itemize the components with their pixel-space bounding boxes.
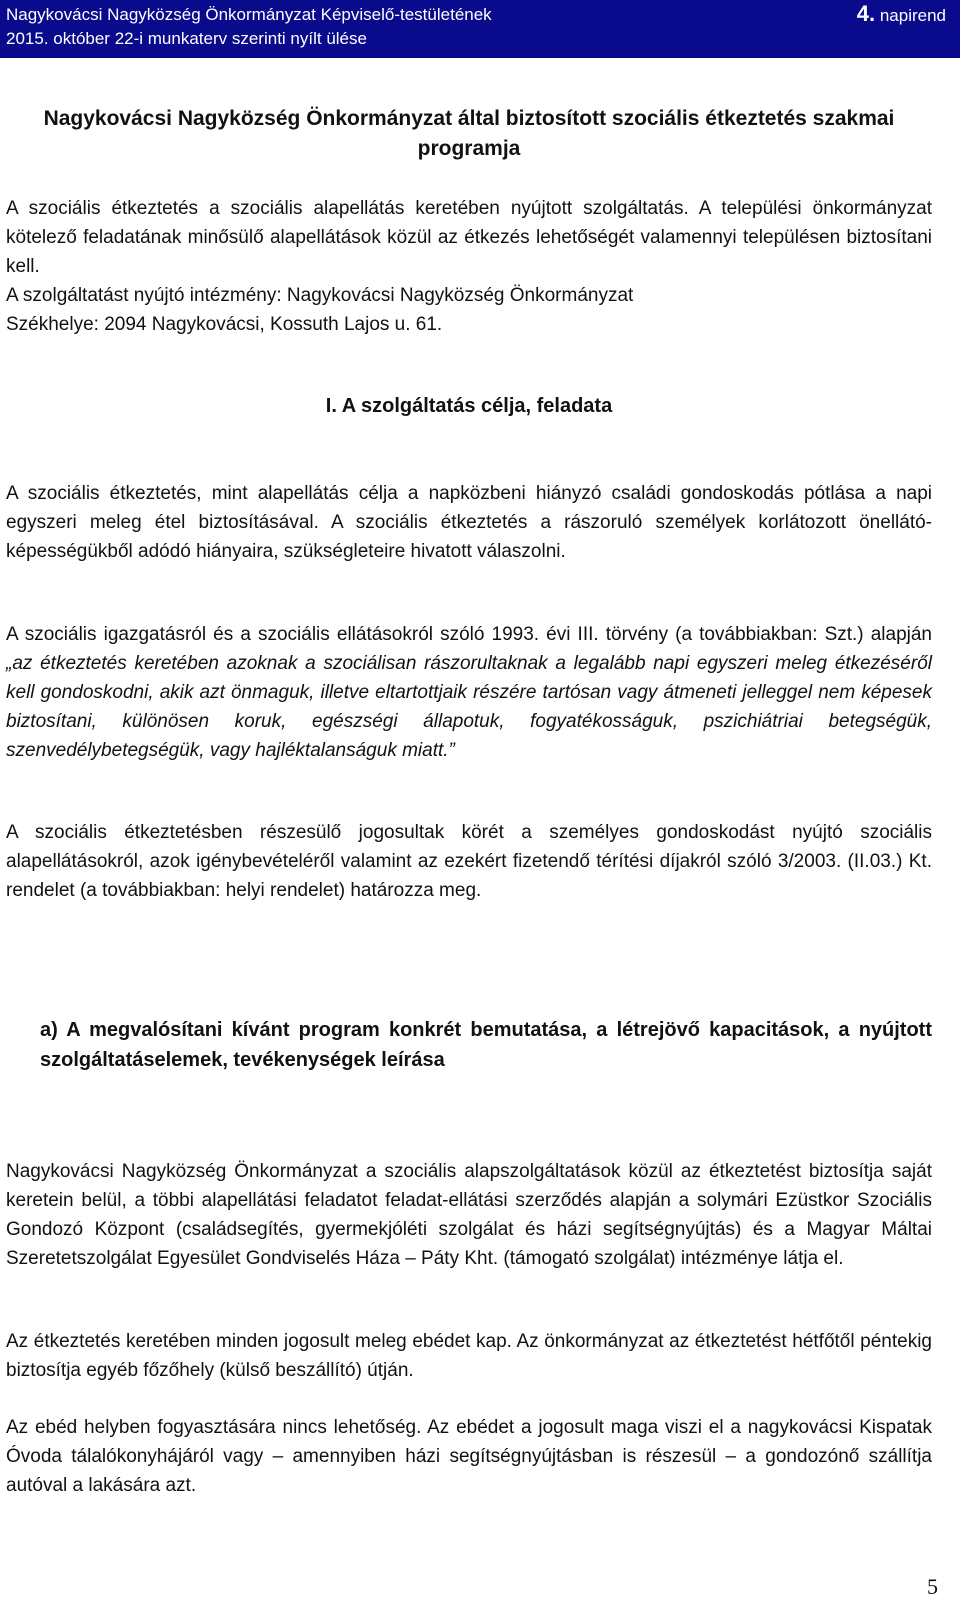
legal-quote: „az étkeztetés keretében azoknak a szociálisan rászorultaknak a legalább napi egyszeri meleg étkezéséről kell gondoskodni, akik azt önmaguk, illetve eltartottjaik részére tartósan vagy átmeneti jelleggel nem képesek biztosítani, különösen koruk, egészségi állapotuk, fogyatékosságuk, pszichiátriai betegségük, szenvedélybetegségük, vagy hajléktalanságuk miatt.” <box>6 653 932 761</box>
agenda-item-label <box>856 1 946 26</box>
agenda-item-word: napirend <box>879 6 946 25</box>
agenda-item-number: 4. <box>856 1 876 26</box>
meals-paragraph: Az étkeztetés keretében minden jogosult meleg ebédet kap. Az önkormányzat az étkeztetést hétfőtől péntekig biztosítja egyéb főzőhely (külső beszállító) útján. <box>6 1331 932 1381</box>
legal-basis-intro: A szociális igazgatásról és a szociális ellátásokról szóló 1993. évi III. törvény (a továbbiakban: Szt.) alapján <box>6 624 932 645</box>
eligibility-paragraph: A szociális étkeztetésben részesülő jogosultak körét a személyes gondoskodást nyújtó szociális alapellátásokról, azok igénybevételéről valamint az ezekért fizetendő térítési díjakról szóló 3/2003. (II.03.) Kt. rendelet (a továbbiakban: helyi rendelet) határozza meg. <box>6 822 932 901</box>
goal-paragraph: A szociális étkeztetés, mint alapellátás célja a napközbeni hiányzó családi gondoskodás pótlása a napi egyszeri meleg étel biztosításával. A szociális étkeztetés a rászoruló személyek korlátozott önellátó-képességükből adódó hiányaira, szükségleteire hivatott válaszolni. <box>6 483 932 562</box>
section-heading-goal: I. A szolgáltatás célja, feladata <box>325 395 613 417</box>
delivery-paragraph: Az ebéd helyben fogyasztására nincs lehetőség. Az ebédet a jogosult maga viszi el a nagykovácsi Kispatak Óvoda tálalókonyhájáról vagy – amennyiben házi segítségnyújtásban is részesül – a gondozónő szállítja autóval a lakására azt. <box>6 1417 932 1496</box>
program-paragraph: Nagykovácsi Nagyközség Önkormányzat a szociális alapszolgáltatások közül az étkeztetést biztosítja saját keretein belül, a többi alapellátási feladatot feladat-ellátási szerződés alapján a solymári Ezüstkor Szociális Gondozó Központ (családsegítés, gyermekjóléti szolgálat és házi segítségnyújtás) és a Magyar Máltai Szeretetszolgálat Egyesület Gondviselés Háza – Páty Kht. (támogató szolgálat) intézménye látja el. <box>6 1161 932 1269</box>
provider-line: A szolgáltatást nyújtó intézmény: Nagykovácsi Nagyközség Önkormányzat <box>6 285 634 306</box>
intro-paragraph: A szociális étkeztetés a szociális alapellátás keretében nyújtott szolgáltatás. A települési önkormányzat kötelező feladatának minősülő alapellátások közül az étkezés lehetőségét valamennyi településen biztosítani kell. <box>6 198 932 277</box>
page-header <box>0 0 960 58</box>
subsection-heading-program: a) A megvalósítani kívánt program konkrét bemutatása, a létrejövő kapacitások, a nyújtott szolgáltatáselemek, tevékenységek leírása <box>40 1019 932 1071</box>
document-title: Nagykovácsi Nagyközség Önkormányzat által biztosított szociális étkeztetés szakmai programja <box>43 107 895 160</box>
page-number: 5 <box>927 1574 938 1599</box>
seat-line: Székhelye: 2094 Nagykovácsi, Kossuth Lajos u. 61. <box>6 314 443 335</box>
header-session-date: 2015. október 22-i munkaterv szerinti nyílt ülése <box>6 29 367 48</box>
legal-basis-paragraph <box>6 620 932 765</box>
header-body-name: Nagykovácsi Nagyközség Önkormányzat Képviselő-testületének <box>6 5 492 24</box>
